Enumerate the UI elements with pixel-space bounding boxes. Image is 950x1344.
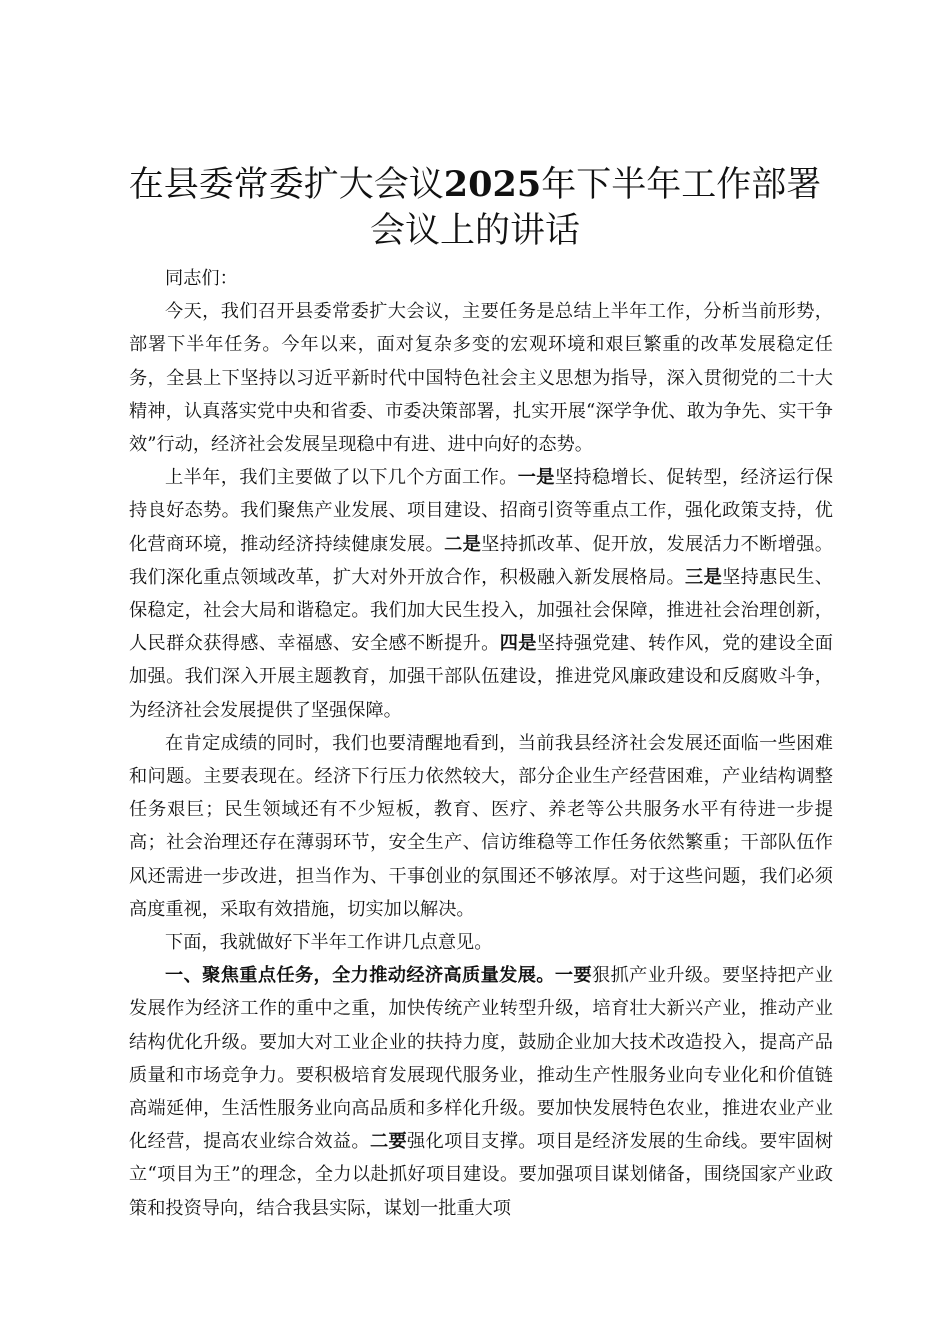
paragraph-opening: 今天，我们召开县委常委扩大会议，主要任务是总结上半年工作，分析当前形势，部署下半年任务。今年以来，面对复杂多变的宏观环境和艰巨繁重的改革发展稳定任务，全县上下坚持以习近平新时代中国特色社会主义思想为指导，深入贯彻党的二十大精神，认真落实党中央和省委、市委决策部署，扎实开展“深学争优、敢为争先、实干争效”行动，经济社会发展呈现稳中有进、进中向好的态势。 xyxy=(129,301,833,456)
achievement-2: 坚持抓改革、促开放，发展活力不断增强。我们深化重点领域改革，扩大对外开放合作，积极融入新发展格局。 xyxy=(129,533,833,588)
achievement-3: 坚持惠民生、保稳定，社会大局和谐稳定。我们加大民生投入，加强社会保障，推进社会治理创新，人民群众获得感、幸福感、安全感不断提升。 xyxy=(129,566,833,655)
keyword-er-shi: 二是 xyxy=(444,533,482,555)
achievement-4: 坚持强党建、转作风，党的建设全面加强。我们深入开展主题教育，加强干部队伍建设，推进党风廉政建设和反腐败斗争，为经济社会发展提供了坚强保障。 xyxy=(129,633,833,721)
section-one-point-2: 强化项目支撑。项目是经济发展的生命线。要牢固树立“项目为王”的理念，全力以赴抓好项目建设。要加强项目谋划储备，围绕国家产业政策和投资导向，结合我县实际，谋划一批重大项 xyxy=(129,1131,833,1219)
paragraph-problems: 在肯定成绩的同时，我们也要清醒地看到，当前我县经济社会发展还面临一些困难和问题。主要表现在。经济下行压力依然较大，部分企业生产经营困难，产业结构调整任务艰巨；民生领域还有不少短板，教育、医疗、养老等公共服务水平有待进一步提高；社会治理还存在薄弱环节，安全生产、信访维稳等工作任务依然繁重；干部队伍作风还需进一步改进，担当作为、干事创业的氛围还不够浓厚。对于这些问题，我们必须高度重视，采取有效措施，切实加以解决。 xyxy=(129,732,833,920)
keyword-si-shi: 四是 xyxy=(499,633,537,655)
title-part1: 在县委常委扩大会议 xyxy=(128,165,444,205)
keyword-san-shi: 三是 xyxy=(685,566,723,588)
achievement-1: 坚持稳增长、促转型，经济运行保持良好态势。我们聚焦产业发展、项目建设、招商引资等重点工作，强化政策支持，优化营商环境，推动经济持续健康发展。 xyxy=(129,467,833,555)
section-one-point-1: 狠抓产业升级。要坚持把产业发展作为经济工作的重中之重，加快传统产业转型升级，培育壮大新兴产业，推动产业结构优化升级。要加大对工业企业的扶持力度，鼓励企业加大技术改造投入，提高产品质量和市场竞争力。要积极培育发展现代服务业，推动生产性服务业向专业化和价值链高端延伸，生活性服务业向高品质和多样化升级。要加快发展特色农业，推进农业产业化经营，提高农业综合效益。 xyxy=(129,965,833,1153)
section-one-heading: 一、聚焦重点任务，全力推动经济高质量发展。 xyxy=(165,965,555,987)
paragraph-transition: 下面，我就做好下半年工作讲几点意见。 xyxy=(165,932,493,954)
document-body xyxy=(129,262,833,1225)
paragraph-section-one xyxy=(129,959,833,1225)
achievements-intro: 上半年，我们主要做了以下几个方面工作。 xyxy=(165,467,518,489)
title-line2: 会议上的讲话 xyxy=(369,211,580,251)
salutation: 同志们： xyxy=(165,268,238,289)
title-part2: 年下半年工作部署 xyxy=(541,165,822,205)
keyword-yi-yao: 一要 xyxy=(554,965,593,987)
document-title xyxy=(110,162,840,254)
keyword-er-yao: 二要 xyxy=(369,1131,408,1153)
paragraph-achievements xyxy=(129,461,833,727)
title-year: 2025 xyxy=(443,164,542,205)
keyword-yi-shi: 一是 xyxy=(517,467,555,489)
